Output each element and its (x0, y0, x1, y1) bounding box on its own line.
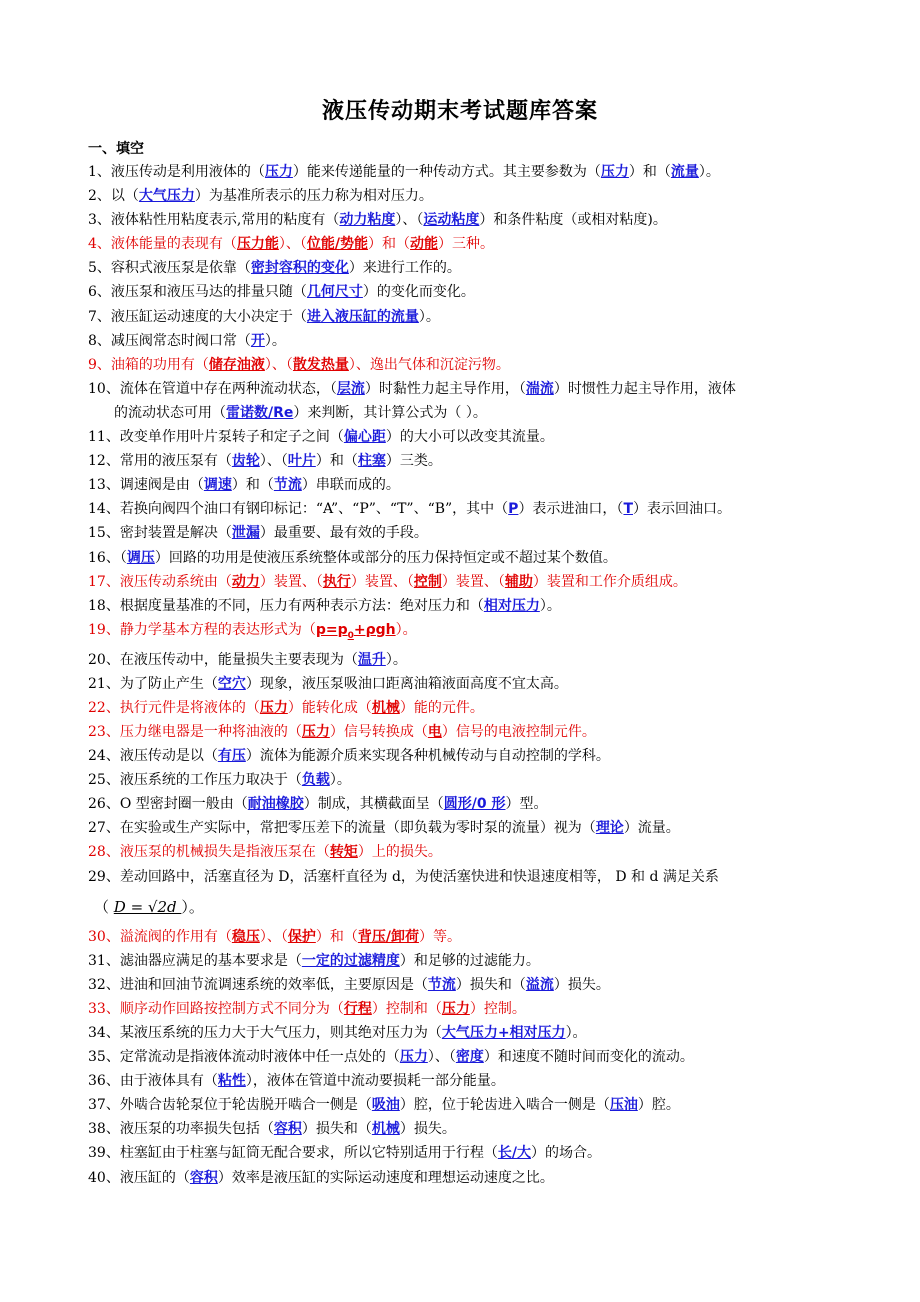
question-text: ）和（ (315, 453, 358, 470)
question-text: ）和（ (231, 477, 274, 494)
answer-text: 执行 (322, 573, 351, 590)
question-item (88, 497, 840, 521)
question-text: 25、液压系统的工作压力取决于（ (88, 772, 302, 789)
question-text: 19、静力学基本方程的表达形式为（ (88, 621, 316, 638)
question-text: 的流动状态可用（ (114, 404, 226, 421)
question-item (88, 1045, 840, 1069)
answer-text: 散发热量 (292, 356, 349, 373)
question-item (88, 973, 840, 997)
question-text: ）制成，其横截面呈（ (303, 796, 444, 813)
question-item (88, 473, 840, 497)
question-text: ）。 (385, 651, 407, 668)
question-text: ）、（ (259, 453, 288, 470)
section-heading: 一、填空 (88, 141, 144, 157)
answer-text: 空穴 (217, 675, 246, 692)
question-text: 34、某液压系统的压力大于大气压力，则其绝对压力为（ (88, 1024, 442, 1041)
answer-text: 耐油橡胶 (247, 796, 304, 813)
answer-text: 齿轮 (231, 453, 260, 470)
question-item (88, 232, 840, 256)
question-text: 33、顺序动作回路按控制方式不同分为（ (88, 1000, 344, 1017)
question-text: 13、调速阀是由（ (88, 477, 204, 494)
question-text: ）腔。 (637, 1097, 680, 1114)
question-text: ）、（ (264, 356, 293, 373)
answer-text: 负载 (301, 772, 330, 789)
question-item (88, 184, 840, 208)
answer-text: 压力 (301, 723, 330, 740)
question-text: ）。 (418, 308, 440, 325)
question-text: ），液体在管道中流动要损耗一部分能量。 (245, 1073, 505, 1090)
question-text: 35、定常流动是指液体流动时液体中任一点处的（ (88, 1049, 400, 1066)
question-text: ）三类。 (385, 453, 442, 470)
question-item (88, 840, 840, 864)
question-text: ）流体为能源介质来实现各种机械传动与自动控制的学科。 (245, 748, 610, 765)
answer-text: 层流 (336, 380, 365, 397)
question-text: 20、在液压传动中，能量损失主要表现为（ (88, 651, 358, 668)
answer-text: 压油 (609, 1097, 638, 1114)
question-text: 14、若换向阀四个油口有钢印标记：“A”、“P”、“T”、“B”，其中（ (88, 501, 509, 518)
question-item (88, 672, 840, 696)
answer-subscript: 0 (347, 630, 354, 641)
question-text: ）表示进油口，（ (518, 501, 624, 518)
question-item (88, 256, 840, 280)
question-text: ）时黏性力起主导作用，（ (364, 380, 526, 397)
answer-text: 动能 (410, 236, 439, 253)
question-text: 27、在实验或生产实际中，常把零压差下的流量（即负载为零时泵的流量）视为（ (88, 820, 596, 837)
answer-text: P (508, 501, 519, 518)
question-item (88, 425, 840, 449)
question-text: ）装置、（ (441, 573, 505, 590)
answer-text: 压力 (399, 1049, 428, 1066)
answer-text: 背压/卸荷 (357, 928, 419, 945)
answer-text: 一定的过滤精度 (301, 952, 400, 969)
question-item (88, 997, 840, 1021)
question-item (88, 594, 840, 618)
question-text: ）和（ (628, 164, 671, 180)
question-text: 10、流体在管道中存在两种流动状态，（ (88, 380, 337, 397)
answer-text: 长/大 (497, 1145, 531, 1162)
question-text: ）装置、（ (259, 573, 323, 590)
answer-text: +ρgh (353, 621, 396, 638)
question-text: 3、液体粘性用粘度表示,常用的粘度有（ (88, 212, 340, 229)
question-item (88, 792, 840, 816)
question-item (88, 1069, 840, 1093)
question-text: ）、（ (259, 928, 288, 945)
question-text: ）损失和（ (301, 1121, 372, 1138)
question-text: 8、减压阀常态时阀口常（ (88, 332, 251, 349)
question-text: ）。 (698, 164, 720, 180)
question-text: ）和（ (315, 928, 358, 945)
question-item (88, 925, 840, 949)
question-text: ）、（ (395, 212, 424, 229)
question-text: 24、液压传动是以（ (88, 748, 218, 765)
answer-text: 有压 (217, 748, 246, 765)
answer-text: 控制 (413, 573, 442, 590)
question-text: 12、常用的液压泵有（ (88, 453, 232, 470)
answer-text: 压力能 (236, 236, 279, 253)
answer-text: 位能/势能 (306, 236, 369, 253)
question-text: ）损失和（ (455, 976, 526, 993)
answer-text: 吸油 (371, 1097, 400, 1114)
question-text: ）和（ (368, 236, 411, 253)
answer-text: 容积 (273, 1121, 302, 1138)
answer-text: 圆形/0 形 (443, 796, 506, 813)
answer-text: 转矩 (329, 844, 358, 861)
answer-text: 保护 (287, 928, 316, 945)
question-formula-line (88, 889, 840, 925)
answer-text: 雷诺数/Re (226, 404, 294, 421)
question-text: 18、根据度量基准的不同，压力有两种表示方法：绝对压力和（ (88, 597, 484, 614)
question-item (88, 865, 840, 889)
answer-text: 密度 (455, 1049, 484, 1066)
question-text: 21、为了防止产生（ (88, 675, 218, 692)
answer-text: 容积 (189, 1169, 218, 1186)
answer-text: 辅助 (504, 573, 533, 590)
question-item (88, 720, 840, 744)
answer-text: 机械 (371, 1121, 400, 1138)
question-text: 26、O 型密封圈一般由（ (88, 796, 248, 813)
question-item (88, 329, 840, 353)
question-text: 22、执行元件是将液体的（ (88, 699, 260, 716)
question-text: 15、密封装置是解决（ (88, 525, 232, 542)
question-text: 7、液压缸运动速度的大小决定于（ (88, 308, 307, 325)
question-item (88, 648, 840, 672)
question-text: ）来进行工作的。 (348, 260, 461, 277)
answer-text: 稳压 (231, 928, 260, 945)
answer-text: 运动粘度 (423, 212, 480, 229)
question-text: 1、液压传动是利用液体的（ (88, 164, 265, 180)
answer-text: 大气压力 (138, 188, 195, 205)
question-text: 40、液压缸的（ (88, 1169, 190, 1186)
question-text: ）能的元件。 (399, 699, 484, 716)
question-text: 11、改变单作用叶片泵转子和定子之间（ (88, 429, 344, 446)
question-text: ）控制和（ (371, 1000, 442, 1017)
question-item (88, 744, 840, 768)
question-item (88, 696, 840, 720)
question-text: ）。 (539, 597, 561, 614)
question-text: 4、液体能量的表现有（ (88, 236, 237, 253)
question-text: ）的变化而变化。 (362, 284, 475, 301)
question-text: 29、差动回路中，活塞直径为 D，活塞杆直径为 d，为使活塞快进和快退速度相等， D 和 d 满足关系 (88, 868, 719, 885)
question-text: 2、以（ (88, 188, 139, 205)
question-item (88, 570, 840, 594)
answer-text: 流量 (670, 164, 699, 180)
question-item (88, 1166, 840, 1190)
question-text: ）效率是液压缸的实际运动速度和理想运动速度之比。 (217, 1169, 554, 1186)
answer-text: 机械 (371, 699, 400, 716)
question-text: ）、逸出气体和沉淀污物。 (348, 356, 510, 373)
question-text: ）的大小可以改变其流量。 (385, 429, 554, 446)
question-text: ）。 (395, 621, 417, 638)
question-text: ）信号的电液控制元件。 (441, 723, 596, 740)
question-text: 16、（ (88, 549, 127, 566)
answer-text: 压力 (259, 699, 288, 716)
question-text: ）来判断，其计算公式为（ ）。 (293, 404, 487, 421)
answer-text: 湍流 (525, 380, 554, 397)
question-text: ）腔，位于轮齿进入啮合一侧是（ (399, 1097, 610, 1114)
question-text: ）的场合。 (530, 1145, 601, 1162)
question-text: ）装置和工作介质组成。 (532, 573, 687, 590)
question-text: 30、溢流阀的作用有（ (88, 928, 232, 945)
question-text: 38、液压泵的功率损失包括（ (88, 1121, 274, 1138)
question-text: ）型。 (505, 796, 548, 813)
question-item (88, 305, 840, 329)
question-text: ）时惯性力起主导作用，液体 (553, 380, 736, 397)
question-text: ）流量。 (623, 820, 680, 837)
question-text: ）。 (181, 897, 204, 916)
question-text: ）串联而成的。 (301, 477, 400, 494)
question-item (88, 208, 840, 232)
question-item (88, 1141, 840, 1165)
answer-text: D = √2d (113, 897, 182, 916)
answer-text: 储存油液 (208, 356, 265, 373)
answer-text: T (623, 501, 633, 518)
answer-text: 密封容积的变化 (250, 260, 349, 277)
answer-text: 溢流 (525, 976, 554, 993)
question-text: ）。 (565, 1024, 587, 1041)
answer-text: 理论 (595, 820, 624, 837)
question-text: （ (94, 897, 114, 916)
question-item (88, 1093, 840, 1117)
question-text: ）能转化成（ (287, 699, 372, 716)
question-text: ）和足够的过滤能力。 (399, 952, 540, 969)
question-text: ）损失。 (553, 976, 610, 993)
question-text: ）上的损失。 (357, 844, 442, 861)
question-text: ）、（ (427, 1049, 456, 1066)
answer-text: 进入液压缸的流量 (306, 308, 419, 325)
question-text: ）表示回油口。 (633, 501, 731, 518)
answer-text: 行程 (343, 1000, 372, 1017)
question-item (88, 618, 840, 648)
question-text: ）等。 (418, 928, 461, 945)
question-item (88, 280, 840, 304)
answer-text: 叶片 (287, 453, 316, 470)
question-item (88, 546, 840, 570)
answer-text: 柱塞 (357, 453, 386, 470)
question-text: ）为基准所表示的压力称为相对压力。 (194, 188, 433, 205)
question-list (88, 160, 840, 1190)
answer-text: 节流 (427, 976, 456, 993)
page-title: 液压传动期末考试题库答案 (321, 99, 598, 124)
question-text: ）。 (329, 772, 351, 789)
question-text: 6、液压泵和液压马达的排量只随（ (88, 284, 307, 301)
question-text: ）信号转换成（ (329, 723, 428, 740)
question-text: ）和速度不随时间而变化的流动。 (483, 1049, 694, 1066)
question-item (88, 353, 840, 377)
question-text: ）回路的功用是使液压系统整体或部分的压力保持恒定或不超过某个数值。 (154, 549, 617, 566)
answer-text: 压力 (600, 164, 629, 180)
question-item (88, 160, 840, 184)
question-item (88, 377, 840, 401)
question-item (88, 949, 840, 973)
question-item (88, 1117, 840, 1141)
question-text: ）三种。 (438, 236, 495, 253)
question-text: ）能来传递能量的一种传动方式。其主要参数为（ (292, 164, 601, 180)
question-text: 28、液压泵的机械损失是指液压泵在（ (88, 844, 330, 861)
question-text: ）装置、（ (350, 573, 414, 590)
question-text: 9、油箱的功用有（ (88, 356, 209, 373)
question-text: 32、进油和回油节流调速系统的效率低，主要原因是（ (88, 976, 428, 993)
question-text: ）。 (264, 332, 286, 349)
question-text: 36、由于液体具有（ (88, 1073, 218, 1090)
answer-text: 调压 (126, 549, 155, 566)
question-item (88, 816, 840, 840)
answer-text: 开 (250, 332, 265, 349)
question-text: ）控制。 (469, 1000, 526, 1017)
question-text: 39、柱塞缸由于柱塞与缸筒无配合要求，所以它特别适用于行程（ (88, 1145, 498, 1162)
answer-text: 泄漏 (231, 525, 260, 542)
question-text: ）和条件粘度（或相对粘度)。 (479, 212, 667, 229)
question-item (88, 1021, 840, 1045)
question-item-continuation (88, 401, 840, 425)
question-text: ）现象，液压泵吸油口距离油箱液面高度不宜太高。 (245, 675, 568, 692)
question-item (88, 449, 840, 473)
question-text: ）损失。 (399, 1121, 456, 1138)
answer-text: 偏心距 (343, 429, 386, 446)
question-text: 31、滤油器应满足的基本要求是（ (88, 952, 302, 969)
answer-text: p=p (315, 621, 348, 638)
question-item (88, 768, 840, 792)
answer-text: 几何尺寸 (306, 284, 363, 301)
question-text: ）、（ (278, 236, 307, 253)
answer-text: 动力粘度 (339, 212, 396, 229)
answer-text: 动力 (231, 573, 260, 590)
question-text: 23、压力继电器是一种将油液的（ (88, 723, 302, 740)
question-text: 17、液压传动系统由（ (88, 573, 232, 590)
answer-text: 调速 (203, 477, 232, 494)
question-text: 5、容积式液压泵是依靠（ (88, 260, 251, 277)
answer-text: 电 (427, 723, 442, 740)
answer-text: 节流 (273, 477, 302, 494)
answer-text: 压力 (264, 164, 293, 180)
answer-text: 粘性 (217, 1073, 246, 1090)
question-text: ）最重要、最有效的手段。 (259, 525, 428, 542)
answer-text: 压力 (441, 1000, 470, 1017)
question-item (88, 521, 840, 545)
question-text: 37、外啮合齿轮泵位于轮齿脱开啮合一侧是（ (88, 1097, 372, 1114)
answer-text: 相对压力 (483, 597, 540, 614)
answer-text: 温升 (357, 651, 386, 668)
answer-text: 大气压力+相对压力 (441, 1024, 566, 1041)
